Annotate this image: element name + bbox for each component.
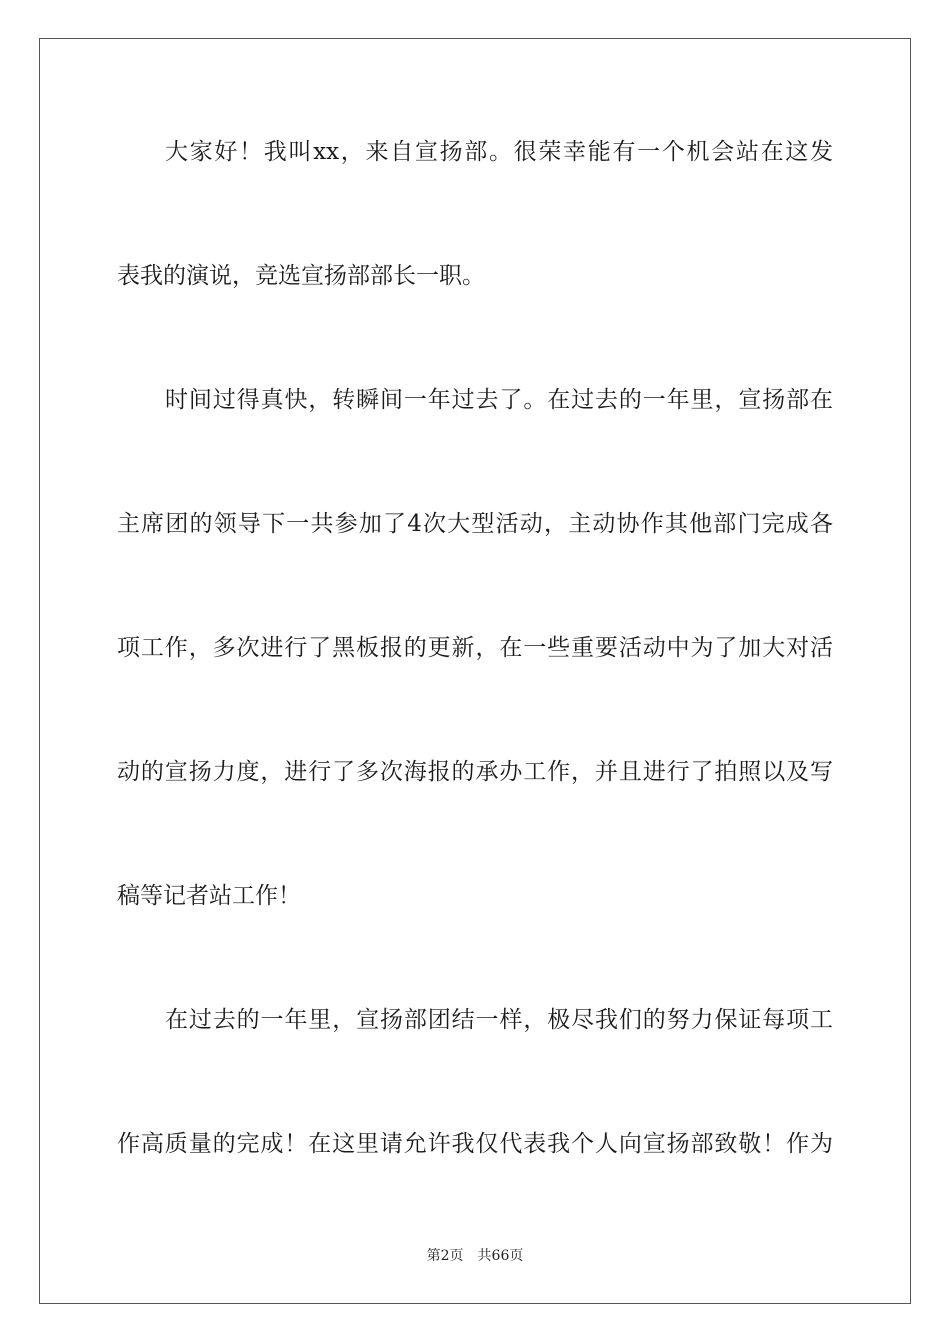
page-number: 第2页	[426, 1248, 464, 1264]
paragraph-1-line-2: 表我的演说，竞选宣扬部部长一职。	[117, 263, 485, 289]
paragraph-2-line-4: 动的宣扬力度，进行了多次海报的承办工作，并且进行了拍照以及写	[117, 759, 833, 785]
paragraph-3-line-1: 在过去的一年里，宣扬部团结一样，极尽我们的努力保证每项工	[165, 1007, 833, 1033]
page-footer	[0, 1247, 950, 1265]
page-frame	[39, 38, 911, 1304]
paragraph-2-line-1: 时间过得真快，转瞬间一年过去了。在过去的一年里，宣扬部在	[165, 387, 833, 413]
paragraph-2-line-2: 主席团的领导下一共参加了4次大型活动，主动协作其他部门完成各	[117, 511, 833, 537]
paragraph-3-line-2: 作高质量的完成！在这里请允许我仅代表我个人向宣扬部致敬！作为	[117, 1131, 833, 1157]
paragraph-2-line-3: 项工作，多次进行了黑板报的更新，在一些重要活动中为了加大对活	[117, 635, 833, 661]
paragraph-2-line-5: 稿等记者站工作！	[117, 883, 301, 909]
paragraph-1-line-1: 大家好！我叫xx，来自宣扬部。很荣幸能有一个机会站在这发	[165, 139, 833, 165]
total-pages: 共66页	[477, 1248, 524, 1264]
